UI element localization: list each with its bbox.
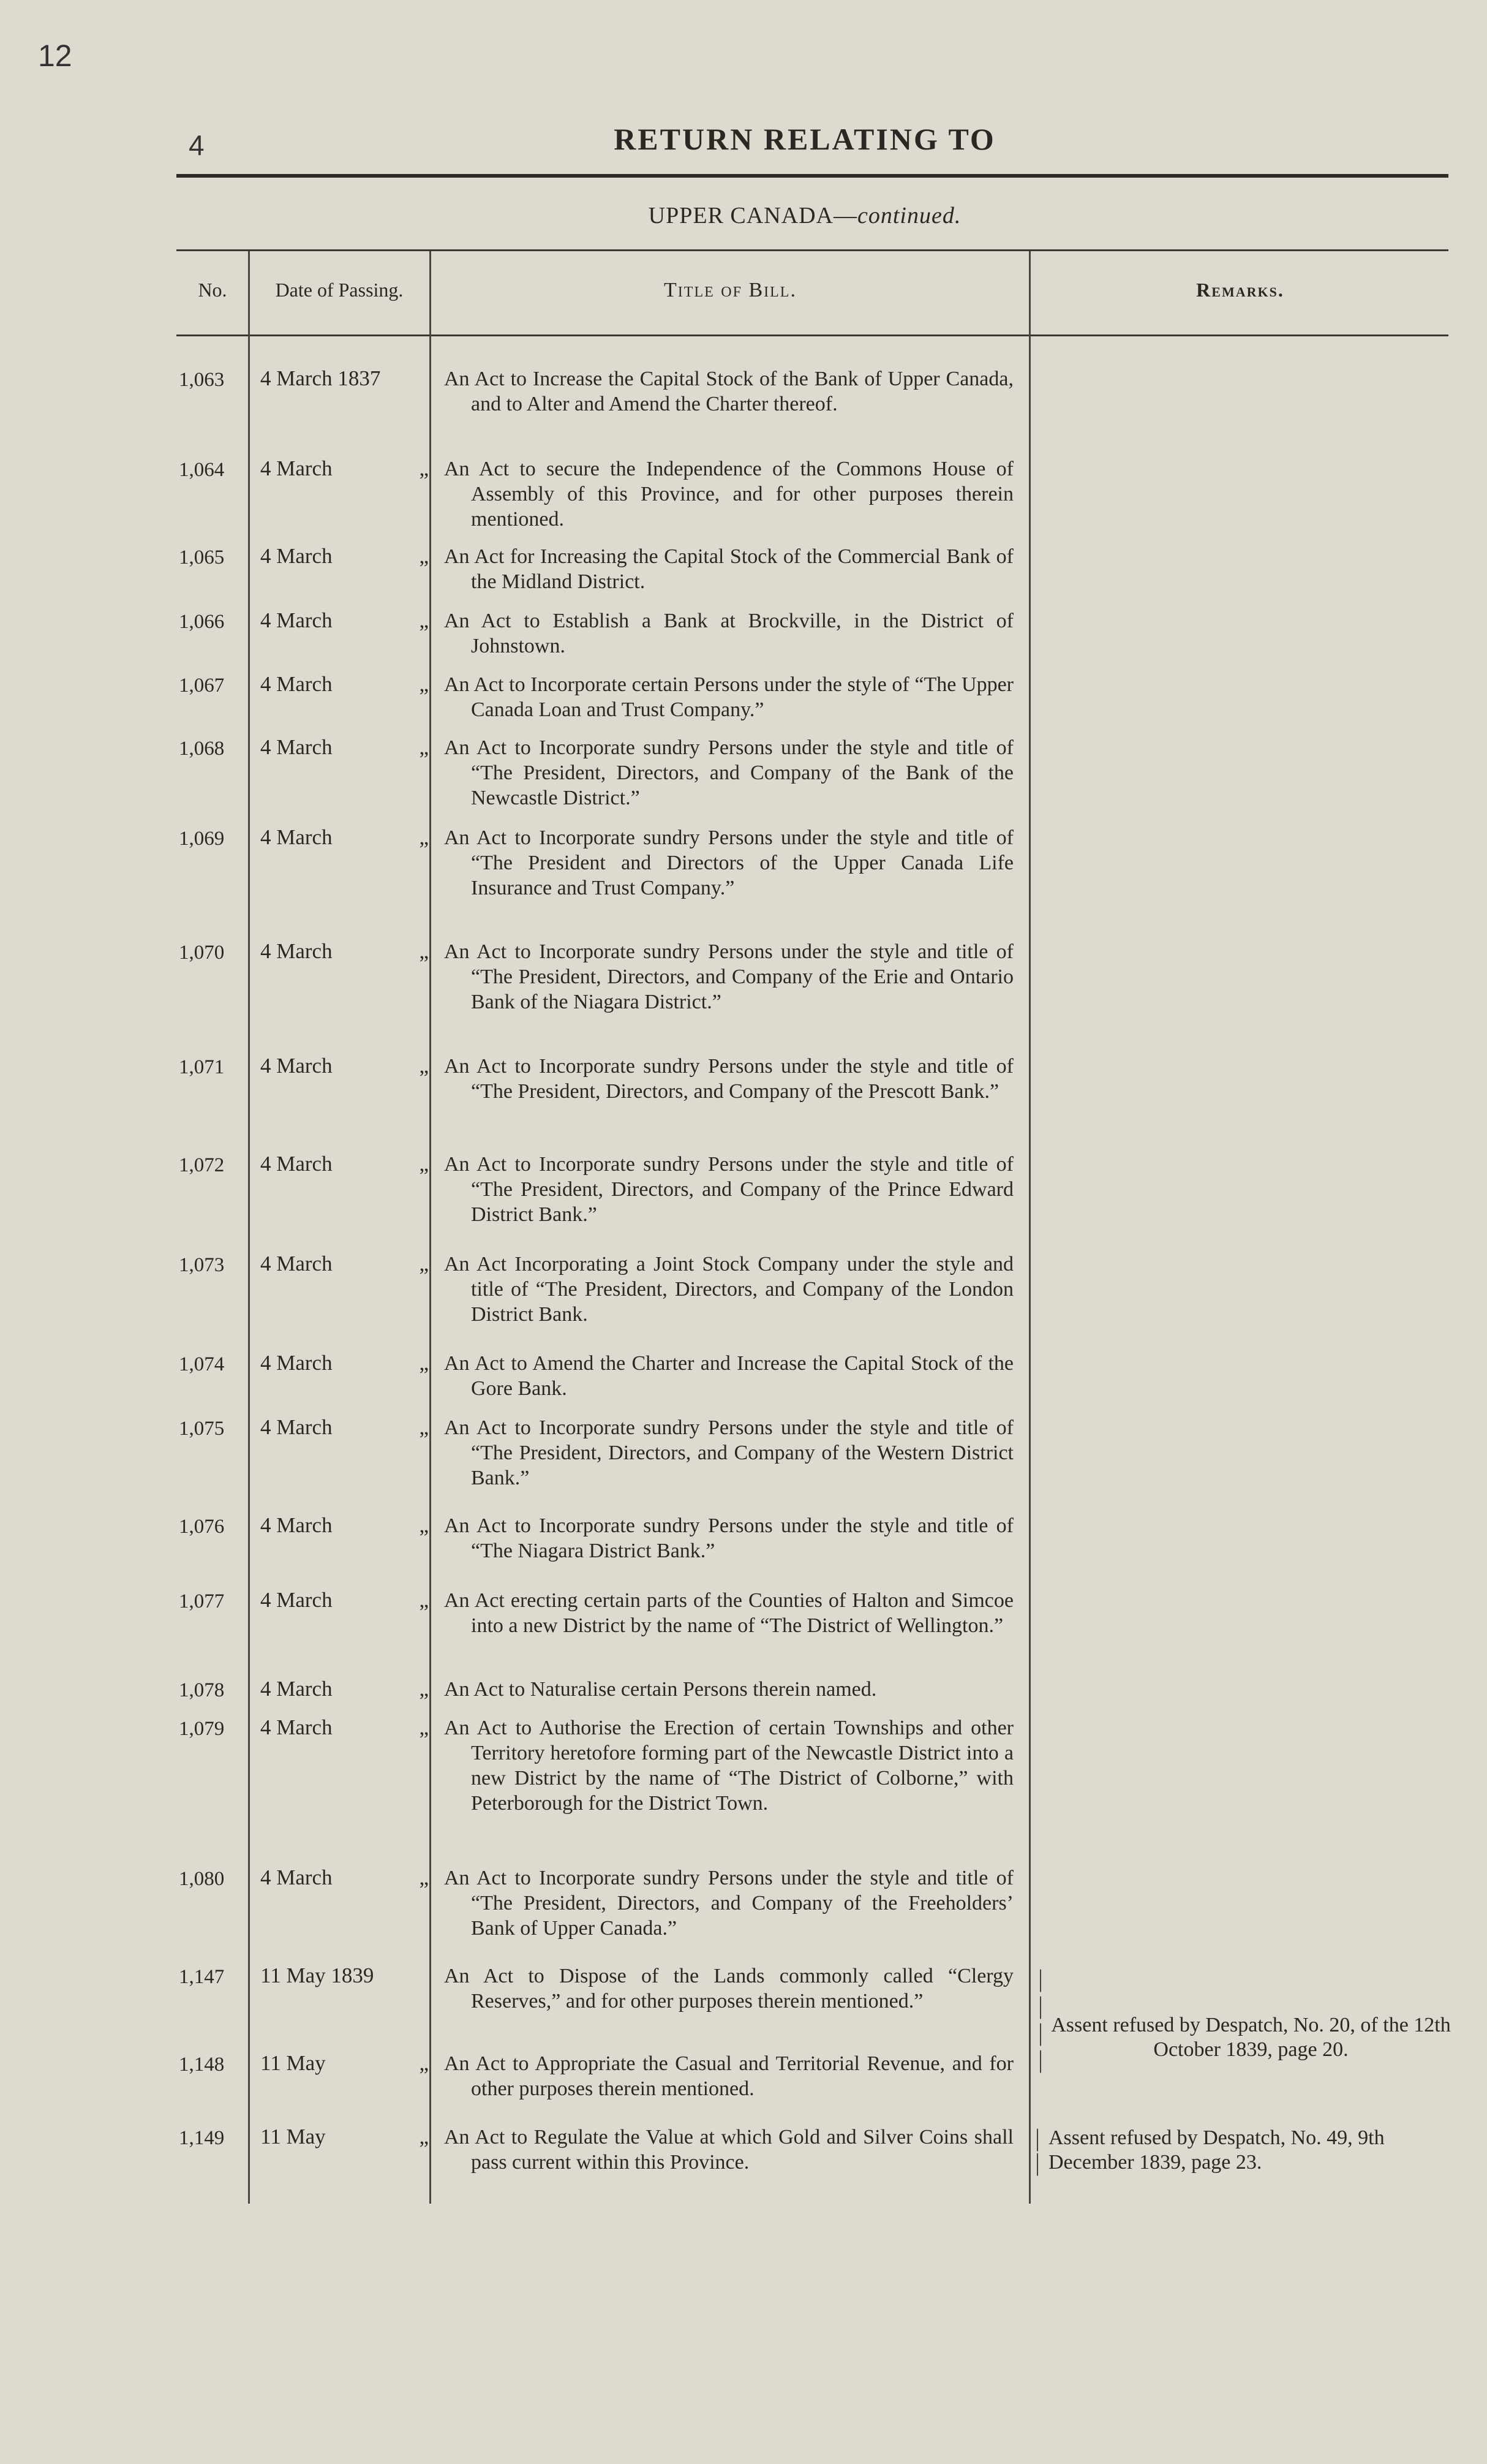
row-date xyxy=(260,1415,429,1440)
row-date-text: 4 March xyxy=(260,1152,333,1176)
section-title-suffix: continued. xyxy=(857,203,962,229)
ditto-mark: „ xyxy=(419,456,429,480)
row-date xyxy=(260,1963,429,1988)
header-date: Date of Passing. xyxy=(275,279,404,301)
row-date xyxy=(260,608,429,633)
header-remarks: Remarks. xyxy=(1196,279,1284,301)
row-date-text: 11 May xyxy=(260,2051,326,2075)
header-no: No. xyxy=(198,279,227,301)
page-title: RETURN RELATING TO xyxy=(614,122,996,156)
ditto-mark: „ xyxy=(419,939,429,963)
row-title: An Act to Incorporate sundry Persons under the style and title of “The Niagara District Bank.” xyxy=(444,1514,1014,1562)
ditto-mark: „ xyxy=(419,1252,429,1275)
row-date-text: 11 May 1839 xyxy=(260,1963,374,1987)
page-number: 4 xyxy=(189,129,205,161)
remark-1: Assent refused by Despatch, No. 20, of the 12th October 1839, page 20. xyxy=(1051,2014,1451,2061)
row-date-text: 4 March 1837 xyxy=(260,366,381,390)
column-divider-no xyxy=(248,251,250,2204)
row-date xyxy=(260,2051,429,2076)
ditto-mark: „ xyxy=(419,2125,429,2148)
row-number: 1,077 xyxy=(179,1590,225,1612)
column-divider-title xyxy=(1029,251,1031,2204)
row-date-text: 4 March xyxy=(260,672,333,696)
remark-2: Assent refused by Despatch, No. 49, 9th December 1839, page 23. xyxy=(1048,2126,1385,2174)
row-date-text: 4 March xyxy=(260,1513,333,1537)
ditto-mark: „ xyxy=(419,1513,429,1537)
row-date xyxy=(260,456,429,481)
row-date xyxy=(260,1715,429,1740)
brace-1: | | | | xyxy=(1038,1965,1044,2073)
row-date-text: 4 March xyxy=(260,1415,333,1439)
row-number: 1,063 xyxy=(179,369,225,391)
section-title xyxy=(0,202,1487,229)
row-number: 1,071 xyxy=(179,1056,225,1078)
row-number: 1,072 xyxy=(179,1154,225,1176)
ditto-mark: „ xyxy=(419,1865,429,1889)
row-number: 1,068 xyxy=(179,738,225,760)
row-number: 1,148 xyxy=(179,2054,225,2076)
row-title: An Act erecting certain parts of the Counties of Halton and Simcoe into a new District by the name of “The District of Wellington.” xyxy=(444,1589,1014,1637)
row-title: An Act to Incorporate sundry Persons under the style and title of “The President, Directors, and Company of the Prescott Bank.” xyxy=(444,1055,1014,1103)
row-date-text: 4 March xyxy=(260,1252,333,1275)
row-date xyxy=(260,1252,429,1276)
title-rule xyxy=(176,174,1448,178)
row-date-text: 4 March xyxy=(260,1715,333,1739)
row-number: 1,078 xyxy=(179,1679,225,1701)
row-date xyxy=(260,735,429,760)
row-date-text: 4 March xyxy=(260,939,333,963)
row-date xyxy=(260,939,429,964)
ditto-mark: „ xyxy=(419,1351,429,1375)
row-date xyxy=(260,366,429,391)
row-date xyxy=(260,544,429,569)
row-date-text: 4 March xyxy=(260,608,333,632)
row-number: 1,065 xyxy=(179,546,225,569)
row-date xyxy=(260,1054,429,1078)
row-title: An Act to Incorporate sundry Persons under the style and title of “The President and Directors of the Upper Canada Life Insurance and Trust Company.” xyxy=(444,826,1014,899)
row-number: 1,073 xyxy=(179,1254,225,1276)
section-title-main: UPPER CANADA— xyxy=(648,203,857,229)
row-number: 1,069 xyxy=(179,828,225,850)
row-number: 1,076 xyxy=(179,1516,225,1538)
row-title: An Act to Incorporate sundry Persons under the style and title of “The President, Directors, and Company of the Bank of the Newcastle District.” xyxy=(444,736,1014,809)
row-date-text: 4 March xyxy=(260,544,333,568)
row-title: An Act to Incorporate sundry Persons under the style and title of “The President, Directors, and Company of the Freeholders’ Bank of Upper Canada.” xyxy=(444,1867,1014,1940)
row-date xyxy=(260,1152,429,1176)
row-number: 1,064 xyxy=(179,459,225,481)
column-divider-date xyxy=(429,251,431,2204)
row-title: An Act to Incorporate sundry Persons under the style and title of “The President, Directors, and Company of the Erie and Ontario Bank of the Niagara District.” xyxy=(444,940,1014,1013)
ditto-mark: „ xyxy=(419,1677,429,1701)
row-number: 1,066 xyxy=(179,611,225,633)
row-date xyxy=(260,1865,429,1890)
row-date-text: 4 March xyxy=(260,1054,333,1078)
row-title: An Act to Appropriate the Casual and Territorial Revenue, and for other purposes therein mentioned. xyxy=(444,2052,1014,2100)
row-title: An Act for Increasing the Capital Stock of the Commercial Bank of the Midland District. xyxy=(444,545,1014,593)
header-title: Title of Bill. xyxy=(664,279,797,301)
row-title: An Act to Authorise the Erection of certain Townships and other Territory heretofore forming part of the Newcastle District into a new District by the name of “The District of Colborne,” with Peterborough for the District Town. xyxy=(444,1717,1014,1815)
ditto-mark: „ xyxy=(419,608,429,632)
row-date xyxy=(260,1588,429,1612)
row-title: An Act Incorporating a Joint Stock Company under the style and title of “The President, Directors, and Company of the London District Bank. xyxy=(444,1253,1014,1326)
row-title: An Act to Regulate the Value at which Gold and Silver Coins shall pass current within this Province. xyxy=(444,2126,1014,2174)
row-title: An Act to Incorporate certain Persons under the style of “The Upper Canada Loan and Trust Company.” xyxy=(444,673,1014,721)
row-title: An Act to Establish a Bank at Brockville, in the District of Johnstown. xyxy=(444,610,1014,657)
ditto-mark: „ xyxy=(419,1588,429,1612)
row-number: 1,074 xyxy=(179,1353,225,1375)
row-title: An Act to Increase the Capital Stock of the Bank of Upper Canada, and to Alter and Amend the Charter thereof. xyxy=(444,368,1014,415)
ditto-mark: „ xyxy=(419,672,429,696)
row-date xyxy=(260,1677,429,1701)
row-number: 1,070 xyxy=(179,942,225,964)
row-date xyxy=(260,672,429,697)
row-date xyxy=(260,1351,429,1375)
ditto-mark: „ xyxy=(419,1054,429,1078)
row-number: 1,079 xyxy=(179,1718,225,1740)
row-date-text: 4 March xyxy=(260,1351,333,1375)
row-date-text: 4 March xyxy=(260,735,333,759)
scan-page-number: 12 xyxy=(38,39,72,73)
table-top-rule xyxy=(176,249,1448,251)
ditto-mark: „ xyxy=(419,735,429,759)
row-date-text: 4 March xyxy=(260,1865,333,1889)
header-rule xyxy=(176,334,1448,336)
ditto-mark: „ xyxy=(419,1152,429,1176)
row-number: 1,067 xyxy=(179,675,225,697)
row-date xyxy=(260,2125,429,2149)
row-title: An Act to Amend the Charter and Increase the Capital Stock of the Gore Bank. xyxy=(444,1352,1014,1400)
row-number: 1,147 xyxy=(179,1966,225,1988)
row-number: 1,149 xyxy=(179,2127,225,2149)
row-title: An Act to Incorporate sundry Persons under the style and title of “The President, Directors, and Company of the Prince Edward District Bank.” xyxy=(444,1153,1014,1226)
ditto-mark: „ xyxy=(419,544,429,568)
row-number: 1,075 xyxy=(179,1418,225,1440)
row-date-text: 11 May xyxy=(260,2125,326,2148)
row-number: 1,080 xyxy=(179,1868,225,1890)
row-title: An Act to Dispose of the Lands commonly called “Clergy Reserves,” and for other purposes therein mentioned.” xyxy=(444,1965,1014,2012)
brace-2: | | xyxy=(1035,2124,1041,2176)
ditto-mark: „ xyxy=(419,1715,429,1739)
row-date-text: 4 March xyxy=(260,456,333,480)
row-date-text: 4 March xyxy=(260,1588,333,1612)
row-title: An Act to Naturalise certain Persons therein named. xyxy=(444,1678,877,1701)
ditto-mark: „ xyxy=(419,2051,429,2075)
row-title: An Act to secure the Independence of the Commons House of Assembly of this Province, and for other purposes therein mentioned. xyxy=(444,458,1014,531)
ditto-mark: „ xyxy=(419,1415,429,1439)
row-date xyxy=(260,825,429,850)
row-title: An Act to Incorporate sundry Persons under the style and title of “The President, Directors, and Company of the Western District Bank.” xyxy=(444,1416,1014,1489)
row-date-text: 4 March xyxy=(260,1677,333,1701)
row-date-text: 4 March xyxy=(260,825,333,849)
ditto-mark: „ xyxy=(419,825,429,849)
row-date xyxy=(260,1513,429,1538)
